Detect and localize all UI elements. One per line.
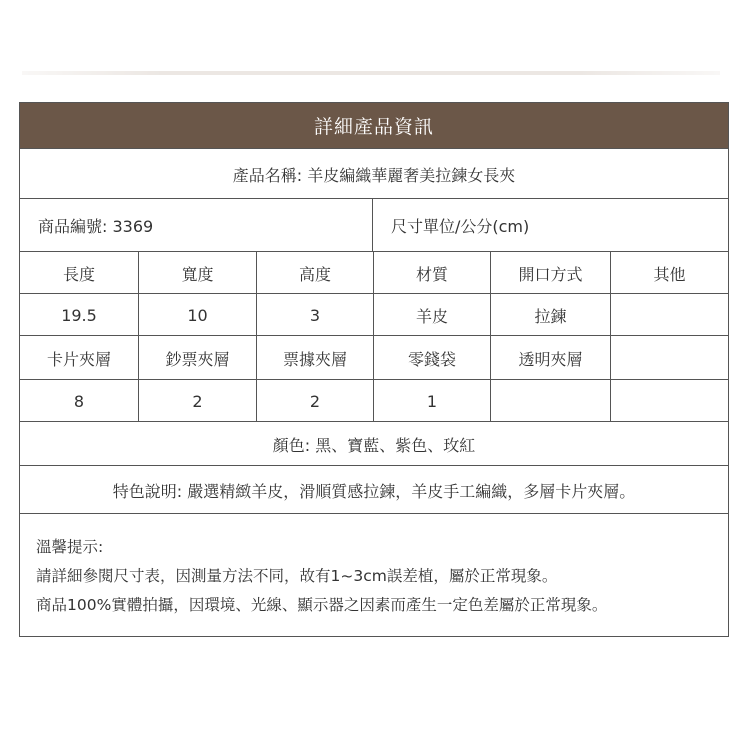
compartment-header-row [20, 335, 728, 380]
spec-value-opening: 拉鍊 [490, 294, 610, 336]
product-name: 產品名稱: 羊皮編織華麗奢美拉鍊女長夾 [232, 165, 516, 185]
spec-header-row [20, 251, 728, 294]
features-text: 特色說明: 嚴選精緻羊皮，滑順質感拉鍊，羊皮手工編織，多層卡片夾層。 [112, 481, 636, 501]
colors-text: 顏色: 黑、寶藍、紫色、玫紅 [272, 435, 476, 455]
compartment-value-bill: 2 [138, 380, 256, 422]
compartment-value-row [20, 379, 728, 422]
notes-section [20, 513, 728, 636]
features-row [20, 465, 728, 514]
product-name-row [20, 148, 728, 199]
spec-header-material: 材質 [373, 252, 490, 294]
size-unit: 尺寸單位/公分(cm) [372, 199, 728, 252]
spec-header-opening: 開口方式 [490, 252, 610, 294]
product-code-row [20, 198, 728, 252]
spec-value-length: 19.5 [61, 305, 97, 325]
compartment-header-bill: 鈔票夾層 [138, 336, 256, 380]
top-divider [22, 71, 720, 75]
compartment-header-clear: 透明夾層 [490, 336, 610, 380]
spec-header-width: 寬度 [138, 252, 256, 294]
compartment-value-blank [610, 380, 728, 422]
compartment-value-receipt: 2 [256, 380, 373, 422]
spec-value-row [20, 293, 728, 336]
colors-row [20, 421, 728, 466]
spec-value-other [610, 294, 728, 336]
spec-header-length: 長度 [62, 264, 95, 284]
compartment-header-coin: 零錢袋 [373, 336, 490, 380]
product-info-table [19, 102, 729, 637]
spec-header-other: 其他 [610, 252, 728, 294]
notes-title: 溫馨提示: [36, 538, 104, 556]
compartment-header-card: 卡片夾層 [46, 349, 111, 369]
spec-header-height: 高度 [256, 252, 373, 294]
notes-line-measurement: 請詳細參閱尺寸表，因測量方法不同，故有1~3cm誤差植，屬於正常現象。 [36, 567, 558, 585]
compartment-header-blank [610, 336, 728, 380]
table-title: 詳細產品資訊 [20, 103, 728, 148]
compartment-value-clear [490, 380, 610, 422]
spec-value-height: 3 [256, 294, 373, 336]
spec-value-material: 羊皮 [373, 294, 490, 336]
compartment-header-receipt: 票據夾層 [256, 336, 373, 380]
compartment-value-card: 8 [73, 391, 85, 411]
notes-line-color: 商品100%實體拍攝，因環境、光線、顯示器之因素而產生一定色差屬於正常現象。 [36, 596, 608, 614]
compartment-value-coin: 1 [373, 380, 490, 422]
product-code: 商品編號: 3369 [38, 217, 154, 236]
spec-value-width: 10 [138, 294, 256, 336]
